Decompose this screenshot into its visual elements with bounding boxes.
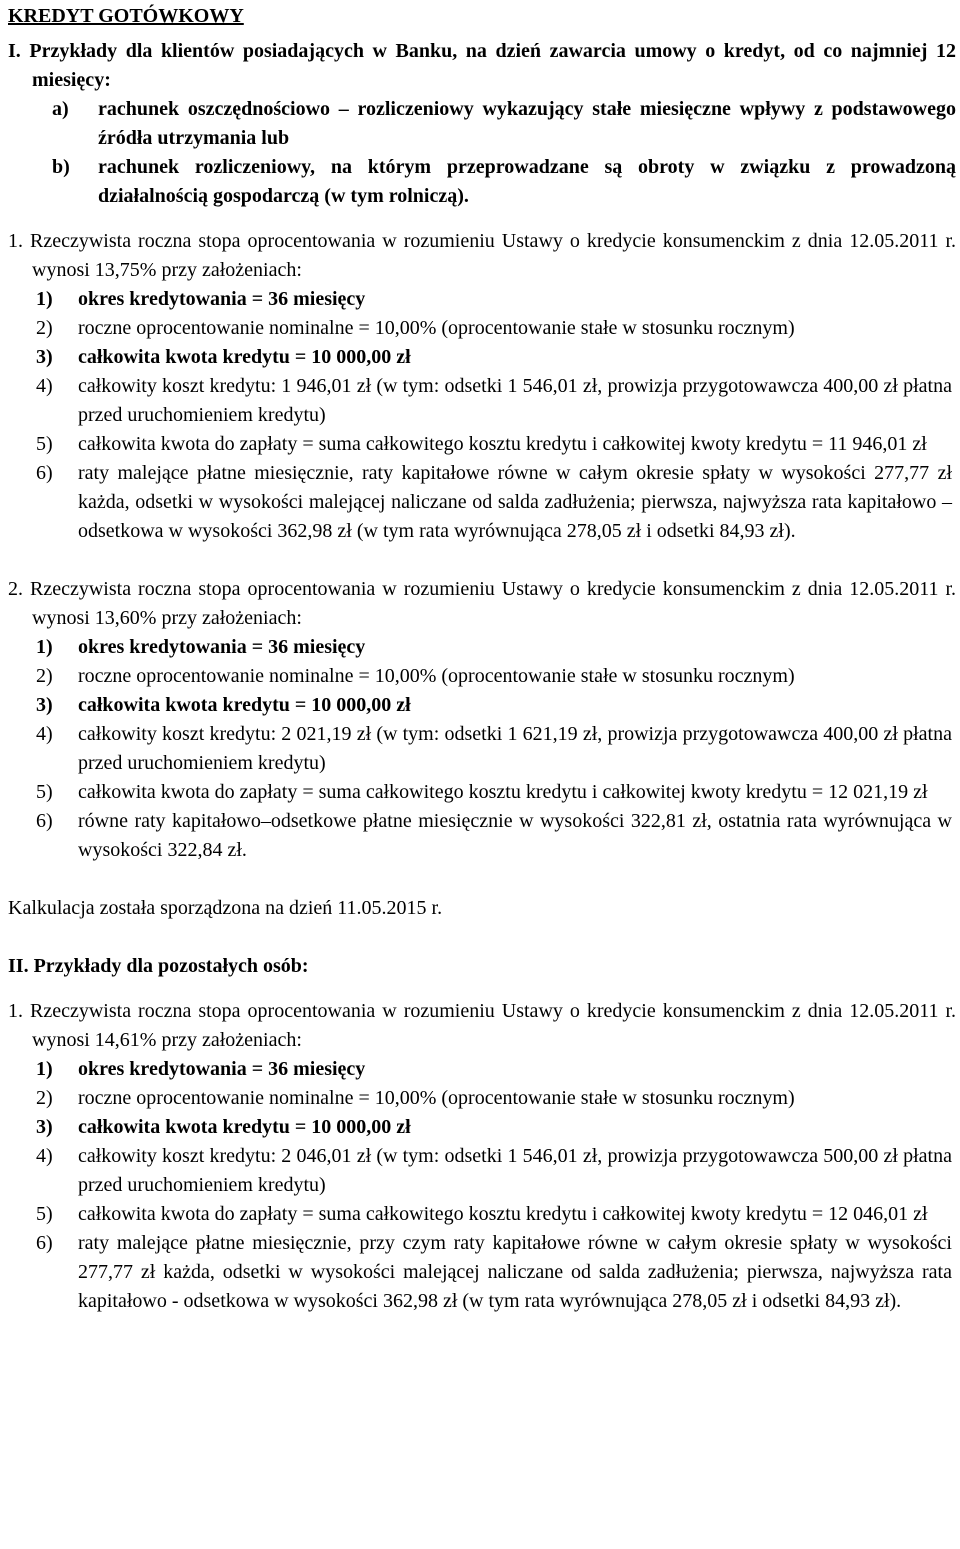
item-number: 1) bbox=[36, 1058, 53, 1080]
item-number: 3) bbox=[36, 346, 53, 368]
item-number: 5) bbox=[36, 433, 53, 455]
condition-text: rachunek rozliczeniowy, na którym przeprowadzane są obroty w związku z prowadzoną działalnością gospodarczą (w tym rolniczą). bbox=[98, 156, 956, 207]
condition-a bbox=[8, 95, 956, 153]
section-1-conditions bbox=[8, 95, 956, 211]
example-2-items bbox=[8, 633, 956, 865]
list-item bbox=[8, 285, 956, 314]
example-label: 1. bbox=[8, 1000, 23, 1022]
list-item bbox=[8, 1200, 956, 1229]
section-2-heading: II. Przykłady dla pozostałych osób: bbox=[8, 955, 309, 977]
condition-label: a) bbox=[52, 98, 69, 120]
item-text: raty malejące płatne miesięcznie, przy czym raty kapitałowe równe w całym okresie spłaty w wysokości 277,77 zł każda, odsetki w wysokości malejącej naliczane od salda zadłużenia; pierwsza, najwyższa rata kapitałowo - odsetkowa w wysokości 362,98 zł (w tym rata wyrównująca 278,05 zł i odsetki 84,93 zł). bbox=[78, 1232, 952, 1312]
list-item bbox=[8, 343, 956, 372]
example-2-intro bbox=[8, 575, 956, 633]
item-text: całkowita kwota do zapłaty = suma całkowitego kosztu kredytu i całkowitej kwoty kredytu = 12 046,01 zł bbox=[78, 1203, 928, 1225]
calculation-note: Kalkulacja została sporządzona na dzień 11.05.2015 r. bbox=[8, 897, 443, 919]
example-intro-text: Rzeczywista roczna stopa oprocentowania w rozumieniu Ustawy o kredycie konsumenckim z dnia 12.05.2011 r. wynosi 13,60% przy założeniach: bbox=[30, 578, 957, 629]
list-item bbox=[8, 1084, 956, 1113]
item-number: 3) bbox=[36, 694, 53, 716]
item-number: 1) bbox=[36, 288, 53, 310]
section-2-example-1-items bbox=[8, 1055, 956, 1316]
item-number: 6) bbox=[36, 810, 53, 832]
item-number: 6) bbox=[36, 462, 53, 484]
item-number: 2) bbox=[36, 317, 53, 339]
condition-label: b) bbox=[52, 156, 70, 178]
list-item bbox=[8, 807, 956, 865]
condition-b bbox=[8, 153, 956, 211]
list-item bbox=[8, 459, 956, 546]
item-text: równe raty kapitałowo–odsetkowe płatne miesięcznie w wysokości 322,81 zł, ostatnia rata wyrównująca w wysokości 322,84 zł. bbox=[78, 810, 952, 861]
example-1-items bbox=[8, 285, 956, 546]
list-item bbox=[8, 633, 956, 662]
item-text: całkowity koszt kredytu: 1 946,01 zł (w tym: odsetki 1 546,01 zł, prowizja przygotowawcza 400,00 zł płatna przed uruchomieniem kredytu) bbox=[78, 375, 952, 426]
document-title: KREDYT GOTÓWKOWY bbox=[8, 5, 244, 27]
list-item bbox=[8, 1055, 956, 1084]
item-text: okres kredytowania = 36 miesięcy bbox=[78, 288, 366, 310]
item-number: 4) bbox=[36, 1145, 53, 1167]
item-number: 2) bbox=[36, 1087, 53, 1109]
item-text: okres kredytowania = 36 miesięcy bbox=[78, 1058, 366, 1080]
list-item bbox=[8, 691, 956, 720]
list-item bbox=[8, 778, 956, 807]
item-text: całkowita kwota kredytu = 10 000,00 zł bbox=[78, 1116, 411, 1138]
item-number: 4) bbox=[36, 723, 53, 745]
item-text: całkowity koszt kredytu: 2 021,19 zł (w tym: odsetki 1 621,19 zł, prowizja przygotowawcza 400,00 zł płatna przed uruchomieniem kredytu) bbox=[78, 723, 952, 774]
condition-text: rachunek oszczędnościowo – rozliczeniowy wykazujący stałe miesięczne wpływy z podstawowego źródła utrzymania lub bbox=[98, 98, 956, 149]
list-item bbox=[8, 662, 956, 691]
item-text: całkowity koszt kredytu: 2 046,01 zł (w tym: odsetki 1 546,01 zł, prowizja przygotowawcza 500,00 zł płatna przed uruchomieniem kredytu) bbox=[78, 1145, 952, 1196]
section-2-example-1-intro bbox=[8, 997, 956, 1055]
section-1-heading-text: Przykłady dla klientów posiadających w Banku, na dzień zawarcia umowy o kredyt, od co najmniej 12 miesięcy: bbox=[29, 40, 956, 91]
item-number: 4) bbox=[36, 375, 53, 397]
example-intro-text: Rzeczywista roczna stopa oprocentowania w rozumieniu Ustawy o kredycie konsumenckim z dnia 12.05.2011 r. wynosi 13,75% przy założeniach: bbox=[30, 230, 957, 281]
item-text: roczne oprocentowanie nominalne = 10,00% (oprocentowanie stałe w stosunku rocznym) bbox=[78, 665, 795, 687]
item-number: 2) bbox=[36, 665, 53, 687]
item-text: roczne oprocentowanie nominalne = 10,00% (oprocentowanie stałe w stosunku rocznym) bbox=[78, 317, 795, 339]
section-1-heading bbox=[8, 37, 956, 95]
example-intro-text: Rzeczywista roczna stopa oprocentowania w rozumieniu Ustawy o kredycie konsumenckim z dnia 12.05.2011 r. wynosi 14,61% przy założeniach: bbox=[30, 1000, 957, 1051]
section-1-label: I. bbox=[8, 40, 21, 62]
list-item bbox=[8, 372, 956, 430]
item-text: całkowita kwota do zapłaty = suma całkowitego kosztu kredytu i całkowitej kwoty kredytu = 12 021,19 zł bbox=[78, 781, 928, 803]
list-item bbox=[8, 1142, 956, 1200]
item-text: całkowita kwota kredytu = 10 000,00 zł bbox=[78, 346, 411, 368]
item-text: całkowita kwota do zapłaty = suma całkowitego kosztu kredytu i całkowitej kwoty kredytu = 11 946,01 zł bbox=[78, 433, 927, 455]
item-text: całkowita kwota kredytu = 10 000,00 zł bbox=[78, 694, 411, 716]
item-text: okres kredytowania = 36 miesięcy bbox=[78, 636, 366, 658]
example-label: 2. bbox=[8, 578, 23, 600]
item-text: roczne oprocentowanie nominalne = 10,00% (oprocentowanie stałe w stosunku rocznym) bbox=[78, 1087, 795, 1109]
list-item bbox=[8, 1113, 956, 1142]
list-item bbox=[8, 314, 956, 343]
list-item bbox=[8, 430, 956, 459]
list-item bbox=[8, 720, 956, 778]
example-label: 1. bbox=[8, 230, 23, 252]
item-text: raty malejące płatne miesięcznie, raty kapitałowe równe w całym okresie spłaty w wysokości 277,77 zł każda, odsetki w wysokości malejącej naliczane od salda zadłużenia; pierwsza, najwyższa rata kapitałowo – odsetkowa w wysokości 362,98 zł (w tym rata wyrównująca 278,05 zł i odsetki 84,93 zł). bbox=[78, 462, 952, 542]
item-number: 5) bbox=[36, 781, 53, 803]
example-1-intro bbox=[8, 227, 956, 285]
item-number: 5) bbox=[36, 1203, 53, 1225]
list-item bbox=[8, 1229, 956, 1316]
item-number: 1) bbox=[36, 636, 53, 658]
item-number: 6) bbox=[36, 1232, 53, 1254]
item-number: 3) bbox=[36, 1116, 53, 1138]
